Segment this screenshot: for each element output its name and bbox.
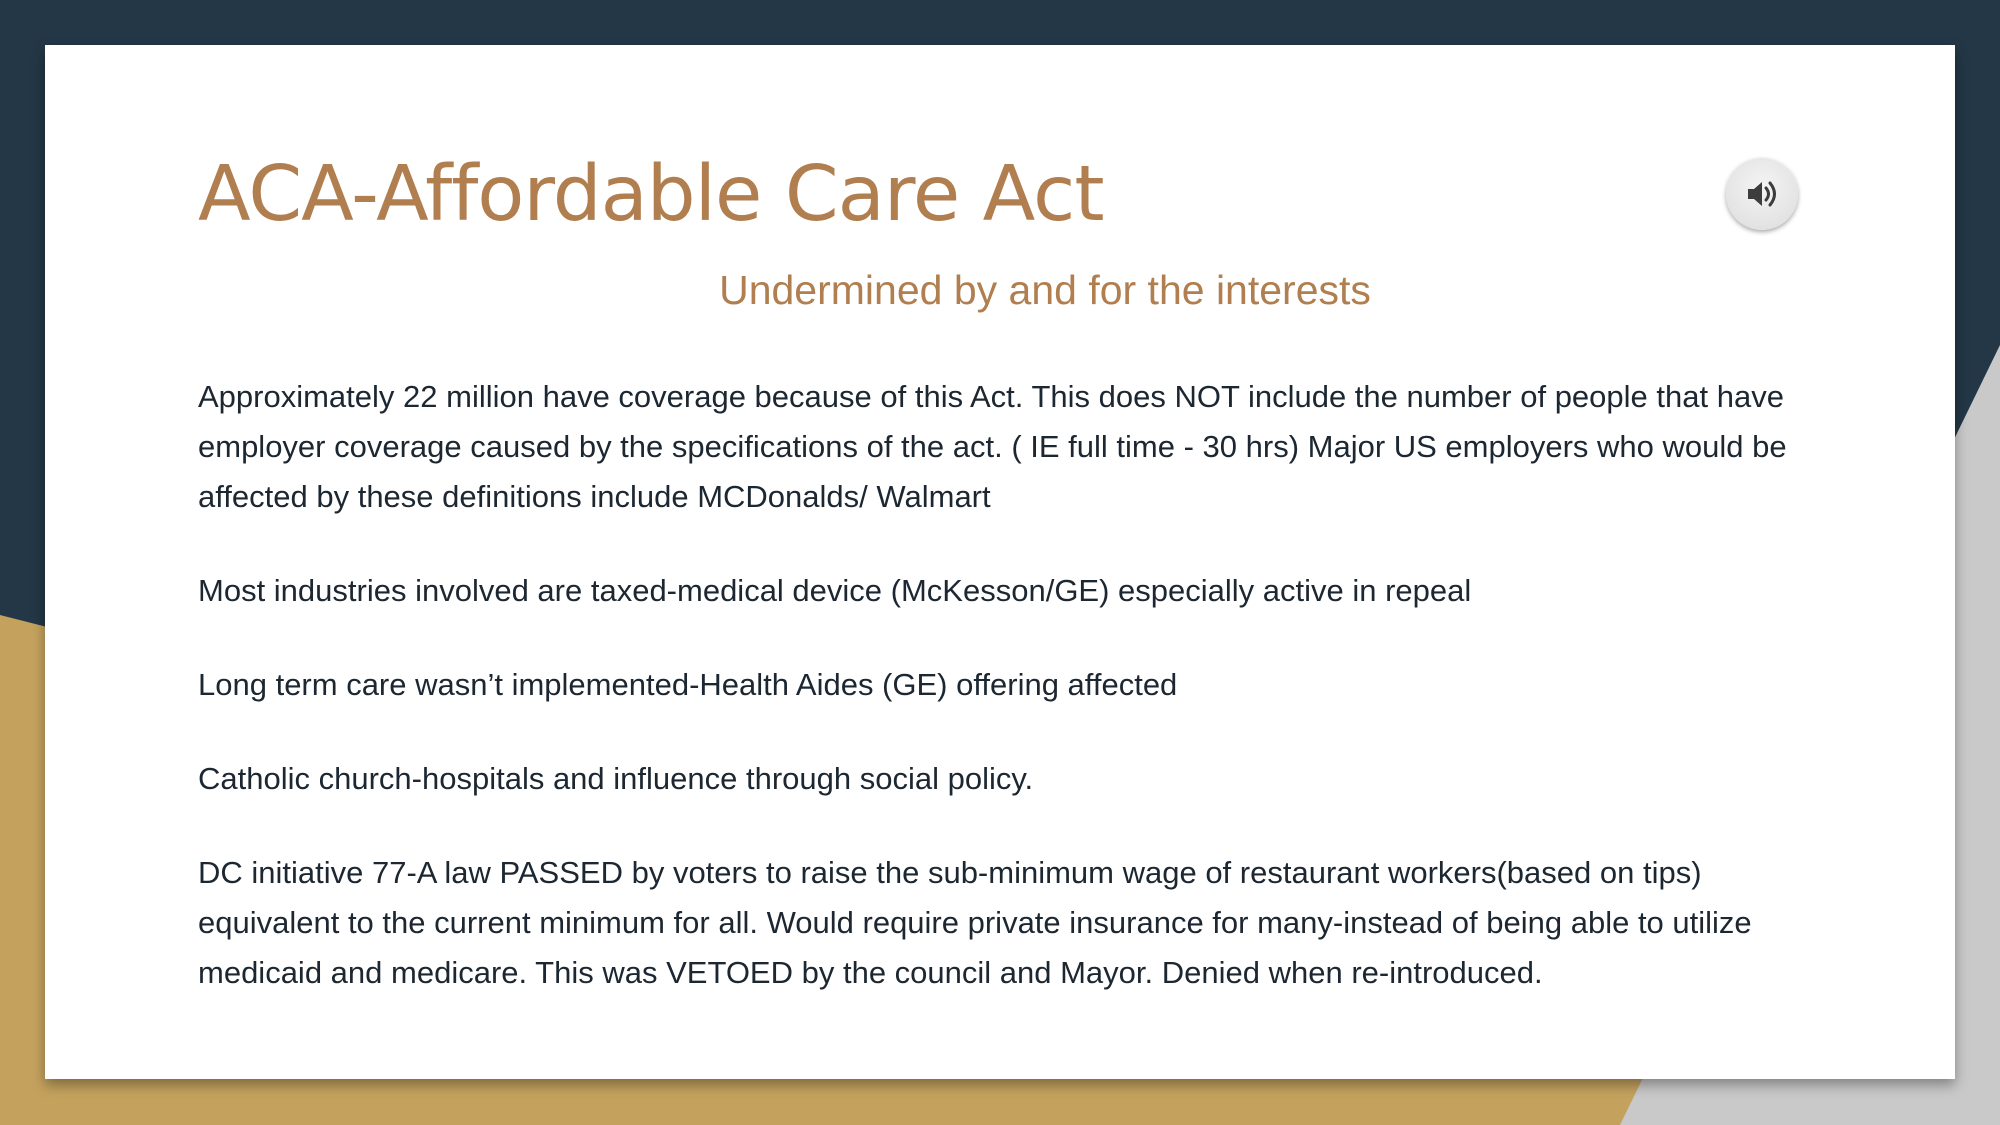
body-paragraph-coverage: Approximately 22 million have coverage because of this Act. This does NOT include the number of people that have employer coverage caused by the specifications of the act. ( IE full time - 30 hrs) Major US employers who would be affected by these definitions include MCDonalds/ Walmart — [198, 379, 1787, 514]
slide-body — [198, 372, 1838, 1042]
body-paragraph-industries: Most industries involved are taxed-medical device (McKesson/GE) especially active in repeal — [198, 573, 1472, 608]
body-paragraph-dc-initiative: DC initiative 77-A law PASSED by voters to raise the sub-minimum wage of restaurant workers(based on tips) equivalent to the current minimum for all. Would require private insurance for many-instead of being able to utilize medicaid and medicare. This was VETOED by the council and Mayor. Denied when re-introduced. — [198, 855, 1752, 990]
slide-subtitle: Undermined by and for the interests — [719, 267, 1371, 313]
body-paragraph-long-term-care: Long term care wasn’t implemented-Health Aides (GE) offering affected — [198, 667, 1178, 702]
slide-card — [45, 45, 1955, 1079]
body-paragraph-catholic-church: Catholic church-hospitals and influence through social policy. — [198, 761, 1034, 796]
speaker-volume-icon — [1742, 174, 1782, 214]
audio-play-button[interactable] — [1726, 158, 1798, 230]
slide-title: ACA-Affordable Care Act — [198, 150, 1104, 239]
